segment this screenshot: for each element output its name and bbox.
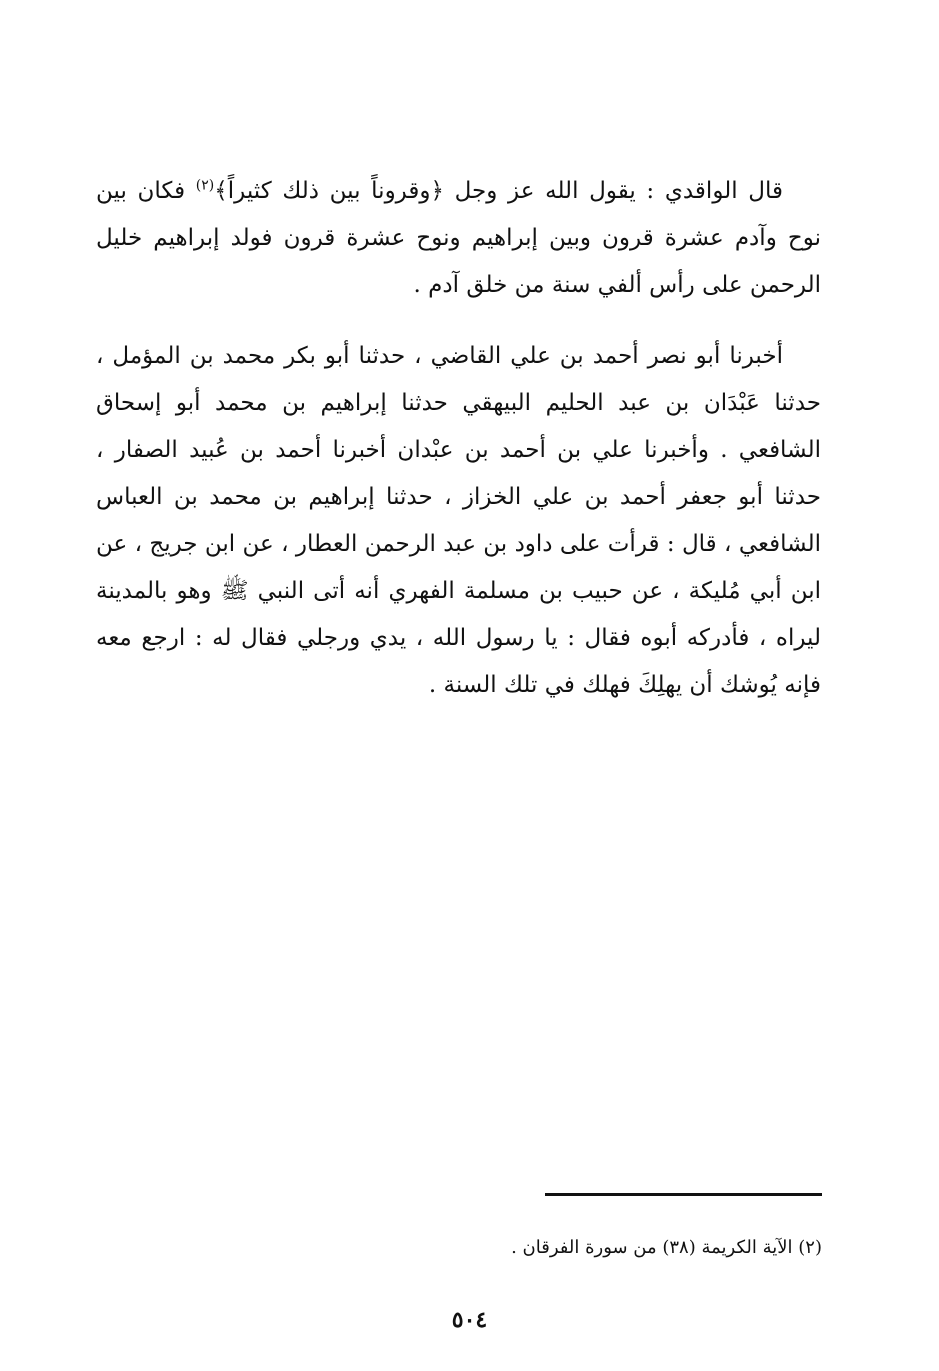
paragraph-waqidi [96,168,821,309]
page-number: ٥٠٤ [451,1307,488,1333]
paragraph-1-text-start: قال الواقدي : يقول الله عز وجل ﴿وقروناً بين ذلك كثيراً﴾ [214,178,783,204]
footnote-separator [545,1193,822,1196]
footnote-marker: (٢) [195,177,215,194]
paragraph-hadith-chain: أخبرنا أبو نصر أحمد بن علي القاضي ، حدثنا أبو بكر محمد بن المؤمل ، حدثنا عَبْدَان بن عبد الحليم البيهقي حدثنا إبراهيم بن محمد أبو إسحاق الشافعي . وأخبرنا علي بن أحمد بن عبْدان أخبرنا أحمد بن عُبيد الصفار ، حدثنا أبو جعفر أحمد بن علي الخزاز ، حدثنا إبراهيم بن محمد بن العباس الشافعي ، قال : قرأت على داود بن عبد الرحمن العطار ، عن ابن جريج ، عن ابن أبي مُليكة ، عن حبيب بن مسلمة الفهري أنه أتى النبي ﷺ وهو بالمدينة ليراه ، فأدركه أبوه فقال : يا رسول الله ، يدي ورجلي فقال له : ارجع معه فإنه يُوشك أن يهلِكَ فهلك في تلك السنة . [96,343,821,698]
footnote-text: (٢) الآية الكريمة (٣٨) من سورة الفرقان . [511,1237,822,1258]
main-text [96,168,821,709]
paragraph-1-text-end: فكان بين نوح وآدم عشرة قرون وبين إبراهيم ونوح عشرة قرون فولد إبراهيم خليل الرحمن على رأس ألفي سنة من خلق آدم . [96,178,821,298]
